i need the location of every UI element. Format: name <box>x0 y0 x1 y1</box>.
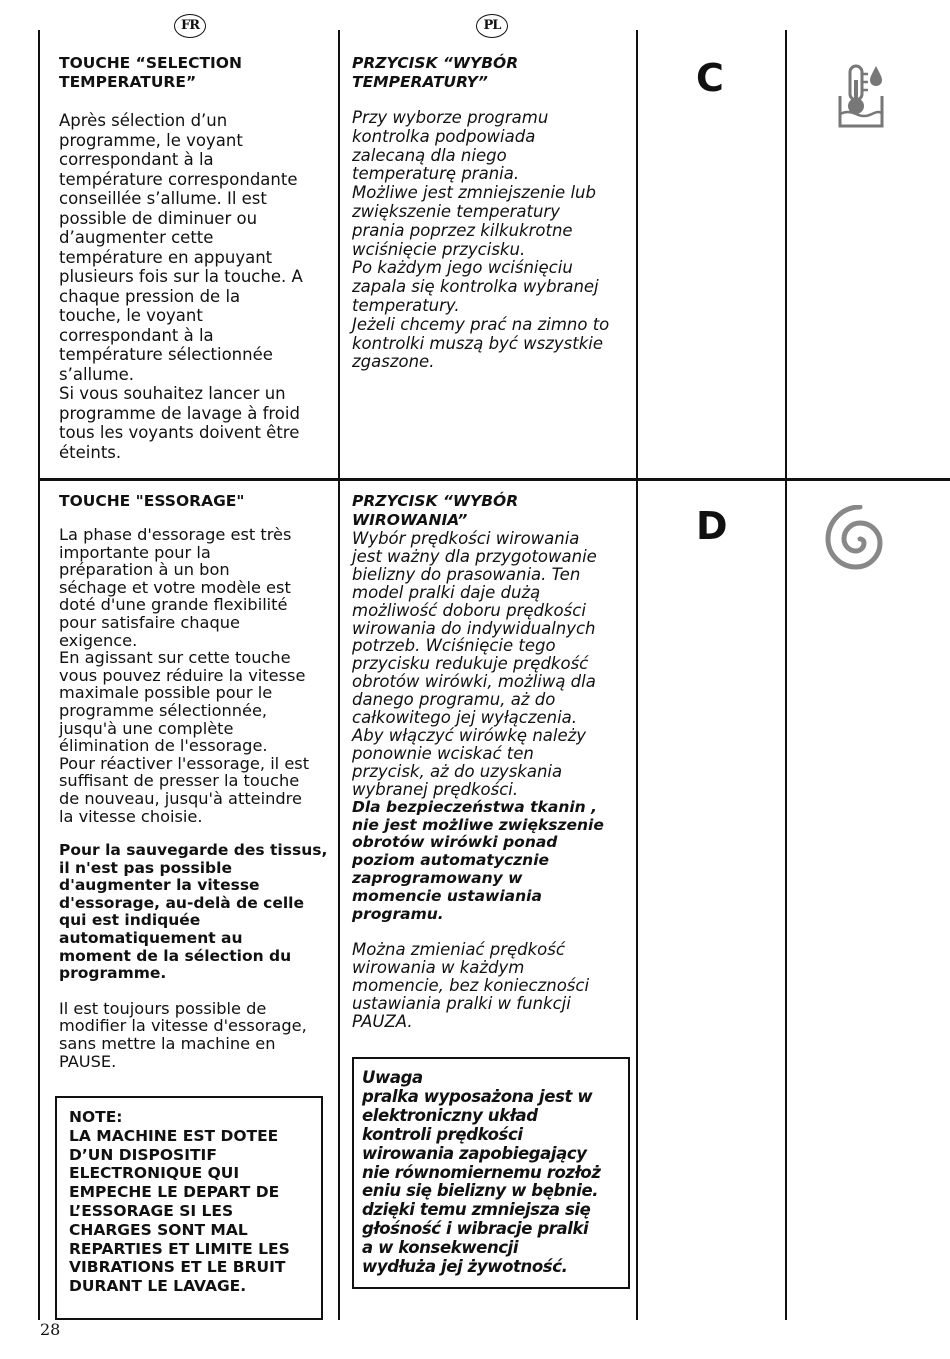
section-d-fr-note-box <box>55 1096 323 1320</box>
section-d-fr-body-2: Il est toujours possible de modifier la vitesse d'essorage, sans mettre la machine en PAUSE. <box>59 998 307 1071</box>
section-d-fr-note: NOTE: LA MACHINE EST DOTEE D’UN DISPOSITIF ELECTRONIQUE QUI EMPECHE LE DEPART DE L’ESSORAGE SI LES CHARGES SONT MAL REPARTIES ET LIMITE LES VIBRATIONS ET LE BRUIT DURANT LE LAVAGE. <box>69 1108 290 1296</box>
column-divider <box>636 30 638 1320</box>
column-divider <box>785 30 787 1320</box>
section-d-letter: D <box>696 504 728 548</box>
spin-spiral-icon <box>822 505 898 581</box>
section-d-pl-title: PRZYCISK “WYBÓR WIROWANIA” <box>352 492 519 529</box>
section-d-fr-warning: Pour la sauvegarde des tissus, il n'est pas possible d'augmenter la vitesse d'essorage, au-delà de celle qui est indiquée automatiquement au moment de la sélection du programme. <box>59 841 328 983</box>
section-c-fr-title: TOUCHE “SELECTION TEMPERATURE” <box>59 54 242 91</box>
section-d-fr-title: TOUCHE "ESSORAGE" <box>59 492 245 510</box>
section-d-pl-warning: Dla bezpieczeństwa tkanin , nie jest możliwe zwiększenie obrotów wirówki ponad poziom automatycznie zaprogramowany w momencie ustawiania programu. <box>352 797 604 924</box>
section-c-fr-body: Après sélection d’un programme, le voyant correspondant à la température correspondante conseillée s’allume. Il est possible de diminuer ou d’augmenter cette température en appuyant plusieurs fois sur la touche. A chaque pression de la touche, le voyant correspondant à la température sélectionnée s’allume. Si vous souhaitez lancer un programme de lavage à froid tous les voyants doivent être éteints. <box>59 111 303 462</box>
section-c-pl <box>352 54 630 372</box>
section-d-fr <box>59 492 331 1070</box>
language-badge-fr: FR <box>174 14 206 38</box>
section-d-pl-body-2: Można zmieniać prędkość wirowania w każdym momencie, bez konieczności ustawiania pralki w funkcji PAUZA. <box>352 939 590 1031</box>
section-c-pl-body: Przy wyborze programu kontrolka podpowiada zalecaną dla niego temperaturę prania. Możliwe jest zmniejszenie lub zwiększenie temperatury prania poprzez kilkukrotne wciśnięcie przycisku. Po każdym jego wciśnięciu zapala się kontrolka wybranej temperatury. Jeżeli chcemy prać na zimno to kontrolki muszą być wszystkie zgaszone. <box>352 108 610 372</box>
section-c-pl-title: PRZYCISK “WYBÓR TEMPERATURY” <box>352 54 519 91</box>
section-d-pl-note-box <box>352 1057 630 1289</box>
column-divider <box>38 30 40 1320</box>
section-c-fr <box>59 54 329 462</box>
section-d-pl <box>352 492 630 1030</box>
column-divider <box>338 30 340 1320</box>
language-badge-pl: PL <box>476 14 508 38</box>
section-c-letter: C <box>696 56 724 100</box>
section-d-pl-body: Wybór prędkości wirowania jest ważny dla przygotowanie bielizny do prasowania. Ten model pralki daje dużą możliwość doboru prędkości wirowania do indywidualnych potrzeb. Wciśnięcie tego przycisku redukuje prędkość obrotów wirówki, możliwą dla danego programu, aż do całkowitego jej wyłączenia. Aby włączyć wirówkę należy ponownie wciskać ten przycisk, aż do uzyskania wybranej prędkości. <box>352 529 597 799</box>
section-d-fr-body: La phase d'essorage est très importante pour la préparation à un bon séchage et votre modèle est doté d'une grande flexibilité pour satisfaire chaque exigence. En agissant sur cette touche vous pouvez réduire la vitesse maximale possible pour le programme sélectionnée, jusqu'à une complète élimination de l'essorage. Pour réactiver l'essorage, il est suffisant de presser la touche de nouveau, jusqu'à atteindre la vitesse choisie. <box>59 525 310 826</box>
row-divider <box>38 478 950 481</box>
temperature-icon <box>836 62 892 132</box>
section-d-pl-note: Uwaga pralka wyposażona jest w elektroniczny układ kontroli prędkości wirowania zapobiegający nie równomiernemu rozłoż eniu się bielizny w bębnie. dzięki temu zmniejsza się głośność i wibracje pralki a w konsekwencji wydłuża jej żywotność. <box>362 1068 601 1277</box>
page-number: 28 <box>40 1320 61 1339</box>
